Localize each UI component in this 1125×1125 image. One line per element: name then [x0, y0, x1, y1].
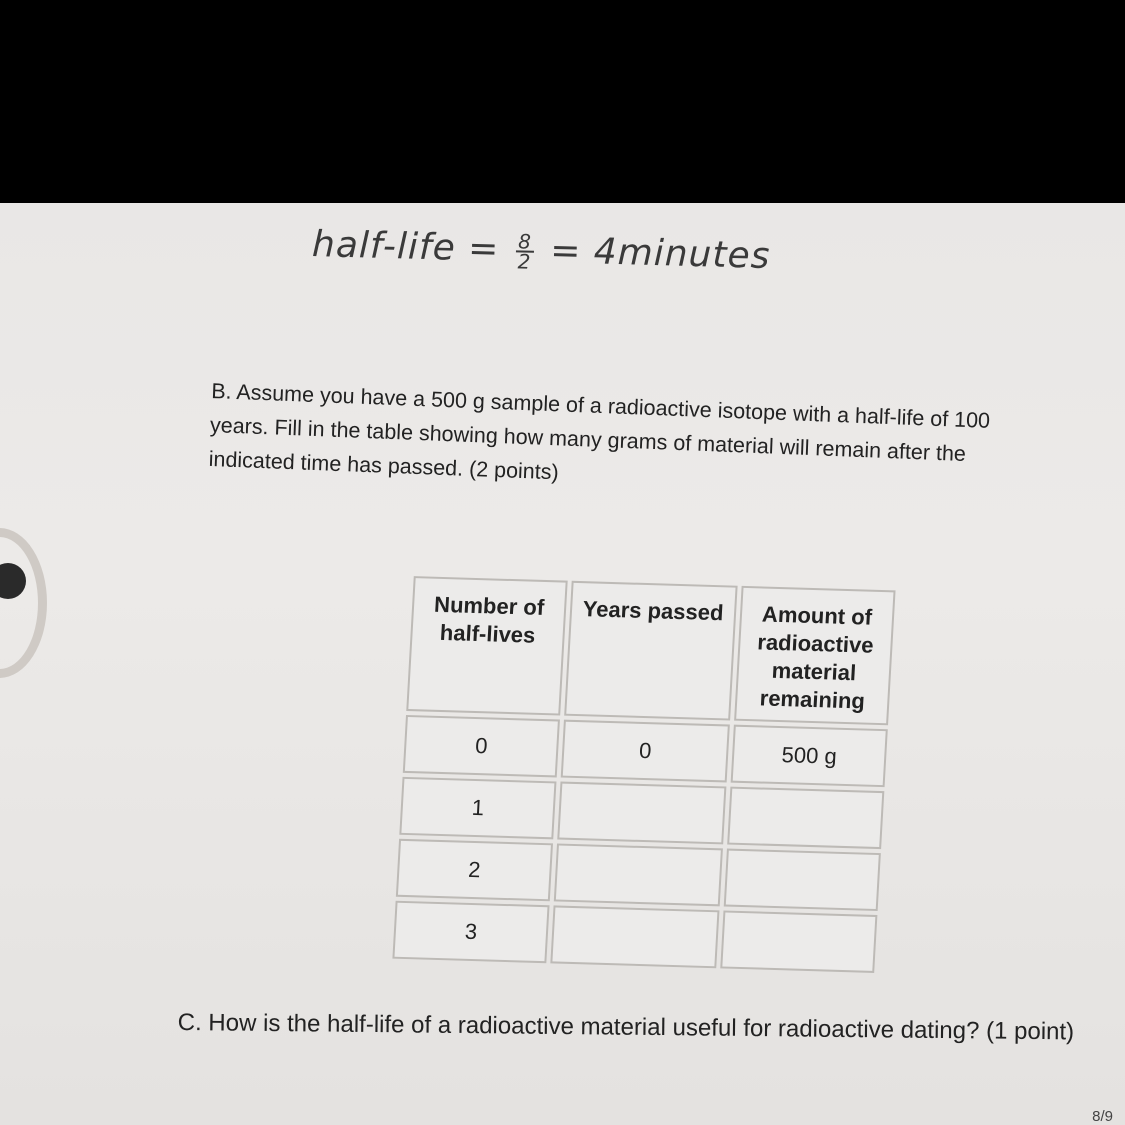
- question-c-text: C. How is the half-life of a radioactive material useful for radioactive dating? (1 point): [177, 1008, 1075, 1046]
- table-row: [403, 715, 888, 787]
- binder-ring: [0, 528, 47, 678]
- handwritten-result: = 4minutes: [549, 230, 771, 277]
- fraction-numerator: 8: [517, 229, 533, 254]
- cell-half-lives: 1: [399, 777, 556, 839]
- header-half-lives: Number of half-lives: [406, 576, 567, 715]
- page-number: 8/9: [1092, 1108, 1113, 1125]
- header-amount-remaining: Amount of radioactive material remaining: [734, 586, 895, 725]
- cell-amount-remaining[interactable]: [720, 910, 877, 972]
- cell-years-passed[interactable]: [550, 905, 719, 968]
- table-header-row: [406, 576, 895, 725]
- header-years-passed: Years passed: [564, 581, 737, 721]
- cell-years-passed[interactable]: [554, 843, 723, 906]
- table-row: [396, 839, 881, 911]
- handwritten-fraction: [515, 229, 534, 274]
- table-row: [392, 901, 877, 973]
- handwritten-label: half-life =: [311, 224, 500, 270]
- cell-half-lives: 0: [403, 715, 560, 777]
- cell-amount-remaining: 500 g: [731, 725, 888, 787]
- question-b-text: B. Assume you have a 500 g sample of a radioactive isotope with a half-life of 100 years. Fill in the table showing how many grams of material will remain after the indicated time has passed. (2 points): [208, 378, 991, 485]
- cell-half-lives: 2: [396, 839, 553, 901]
- table-row: [399, 777, 884, 849]
- fraction-denominator: 2: [517, 249, 532, 274]
- cell-amount-remaining[interactable]: [727, 787, 884, 849]
- cell-years-passed: 0: [561, 720, 730, 783]
- half-life-table: [388, 572, 900, 977]
- cell-years-passed[interactable]: [557, 782, 726, 845]
- cell-half-lives: 3: [392, 901, 549, 963]
- cell-amount-remaining[interactable]: [724, 849, 881, 911]
